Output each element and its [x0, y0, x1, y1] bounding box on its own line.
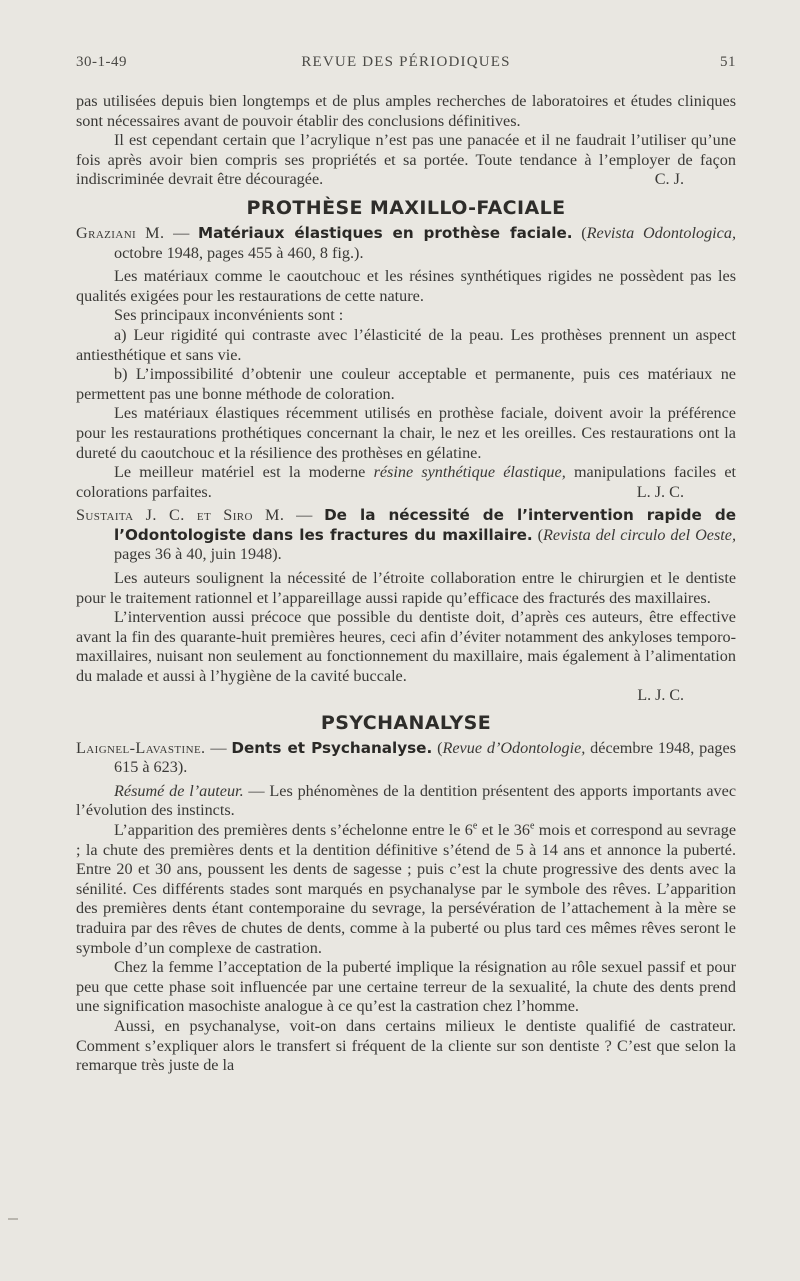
paragraph: Aussi, en psychanalyse, voit-on dans certains milieux le dentiste qualifié de castrateur. Comment s’expliquer alors le transfert si fréquent de la cliente sur son dentiste ? C’est que selon la remarque très juste de la — [76, 1016, 736, 1075]
ref-paren: ( — [572, 223, 587, 242]
paragraph: Les matériaux comme le caoutchouc et les résines synthétiques rigides ne possèdent pas les qualités exigées pour les restaurations de cette nature. — [76, 267, 736, 305]
article-author: Graziani M. — [76, 223, 165, 242]
paragraph-text: et le 36 — [477, 821, 530, 839]
running-head — [76, 48, 736, 78]
list-item-b: b) L’impossibilité d’obtenir une couleur acceptable et permanente, puis ces matériaux ne permettent pas une bonne méthode de coloration. — [76, 365, 736, 403]
ref-paren: ( — [532, 525, 544, 544]
signature: C. J. — [654, 170, 684, 189]
article-title: De la nécessité de l’intervention rapide de l’Odontologiste dans les fractures du maxillaire. — [114, 506, 736, 544]
journal-name: Revue d’Odontologie, — [442, 738, 586, 757]
paragraph: Les matériaux élastiques récemment utilisés en prothèse faciale, doivent avoir la préférence pour les restaurations prothétiques concernant la chair, le nez et les oreilles. Ces restaurations ont la dureté du caoutchouc et la résilience des prothèses en gélatine. — [76, 404, 736, 462]
paragraph-text: mois et correspond au sevrage ; la chute des premières dents et la dentition définitive s’étend de 5 à 14 ans et annonce la puberté. Entre 20 et 30 ans, poussent les dents de sagesse ; puis c’est la chute progressive des dents avec la sénilité. Ces différents stades sont marqués en psychanalyse par le symbole des rêves. L’apparition des premières dents étant contemporaine du sevrage, la persévération de l’attachement à la mère se traduira par des rêves de chutes de dents, comme à la puberté ou plus tard ces mêmes rêves seront le symbole d’un complexe de castration. — [76, 821, 737, 957]
page-body — [76, 92, 736, 1076]
paragraph-text: — Les phénomènes de la dentition présentent des apports importants avec l’évolution des instincts. — [76, 781, 737, 820]
paragraph: Les auteurs soulignent la nécessité de l’étroite collaboration entre le chirurgien et le dentiste pour le traitement rationnel et l’appareillage aussi rapide qu’efficace des fracturés des maxillaires. — [76, 569, 736, 607]
ref-details: octobre 1948, pages 455 à 460, 8 fig.). — [114, 243, 364, 262]
page-number: 51 — [720, 54, 736, 70]
ordinal-superscript: e — [529, 820, 535, 832]
article-reference — [76, 506, 736, 565]
margin-mark — [8, 1218, 18, 1220]
article-title: Matériaux élastiques en prothèse faciale. — [197, 223, 573, 242]
paragraph: pas utilisées depuis bien longtemps et de plus amples recherches de laboratoires et études cliniques sont nécessaires avant de pouvoir établir des conclusions définitives. — [76, 92, 736, 130]
paragraph-text: L’apparition des premières dents s’échelonne entre le 6 — [114, 821, 473, 839]
section-title-psychanalyse: PSYCHANALYSE — [320, 711, 492, 734]
signature: L. J. C. — [636, 482, 684, 501]
paragraph: Chez la femme l’acceptation de la puberté implique la résignation au rôle sexuel passif et pour peu que cette phase soit influencée par une certaine terreur de la sexualité, la chute des dents prend une signification masochiste analogue à ce qu’est la castration chez l’homme. — [76, 958, 736, 1016]
paragraph — [76, 821, 736, 958]
article-author: Sustaita J. C. et Siro M. — [76, 506, 285, 525]
paragraph — [76, 131, 736, 190]
signature: L. J. C. — [637, 686, 684, 704]
ordinal-superscript: e — [472, 820, 478, 832]
list-item-a: a) Leur rigidité qui contraste avec l’élasticité de la peau. Les prothèses prennent un aspect antiesthétique et sans vie. — [76, 325, 736, 364]
journal-name: Revista del circulo del Oeste, — [543, 525, 736, 544]
resume-label: Résumé de l’auteur. — [114, 781, 244, 800]
ref-paren: ( — [432, 738, 443, 757]
paragraph-text: Le meilleur matériel est la moderne — [114, 463, 374, 482]
paragraph — [76, 463, 736, 502]
paragraph — [76, 782, 736, 821]
journal-name: Revista Odontologica, — [586, 223, 737, 242]
paragraph-text: Il est cependant certain que l’acrylique n’est pas une panacée et il ne faudrait l’utiliser qu’une fois après avoir bien compris ses propriétés et sa portée. Toute tendance à l’employer de façon indiscriminée devrait être découragée. — [76, 131, 736, 189]
paragraph: L’intervention aussi précoce que possible du dentiste doit, d’après ces auteurs, être effective avant la fin des quarante-huit premières heures, ceci afin d’éviter notamment des ankyloses temporo-maxillaires, nuisant non seulement au fonctionnement du maxillaire, mais également à l’alimentation du malade et aussi à l’hygiène de la cavité buccale. — [76, 608, 736, 686]
paragraph: Ses principaux inconvénients sont : — [114, 306, 344, 325]
emphasis-text: résine synthétique élastique, — [373, 463, 566, 482]
article-author: Laignel-Lavastine. — [76, 738, 206, 757]
section-title-prothese: PROTHÈSE MAXILLO-FACIALE — [246, 196, 566, 219]
article-reference — [76, 739, 736, 778]
ref-details: décembre 1948, pages 615 à 623). — [114, 738, 737, 777]
article-title: Dents et Psychanalyse. — [231, 738, 433, 757]
issue-date: 30-1-49 — [76, 54, 127, 70]
dash: — — [164, 223, 198, 242]
article-reference — [76, 224, 736, 263]
dash: — — [284, 506, 325, 525]
dash: — — [205, 738, 232, 757]
ref-details: pages 36 à 40, juin 1948). — [114, 545, 282, 564]
paragraph-text: manipulations faciles et colorations parfaites. — [76, 463, 736, 501]
journal-section-title: REVUE DES PÉRIODIQUES — [301, 54, 511, 70]
